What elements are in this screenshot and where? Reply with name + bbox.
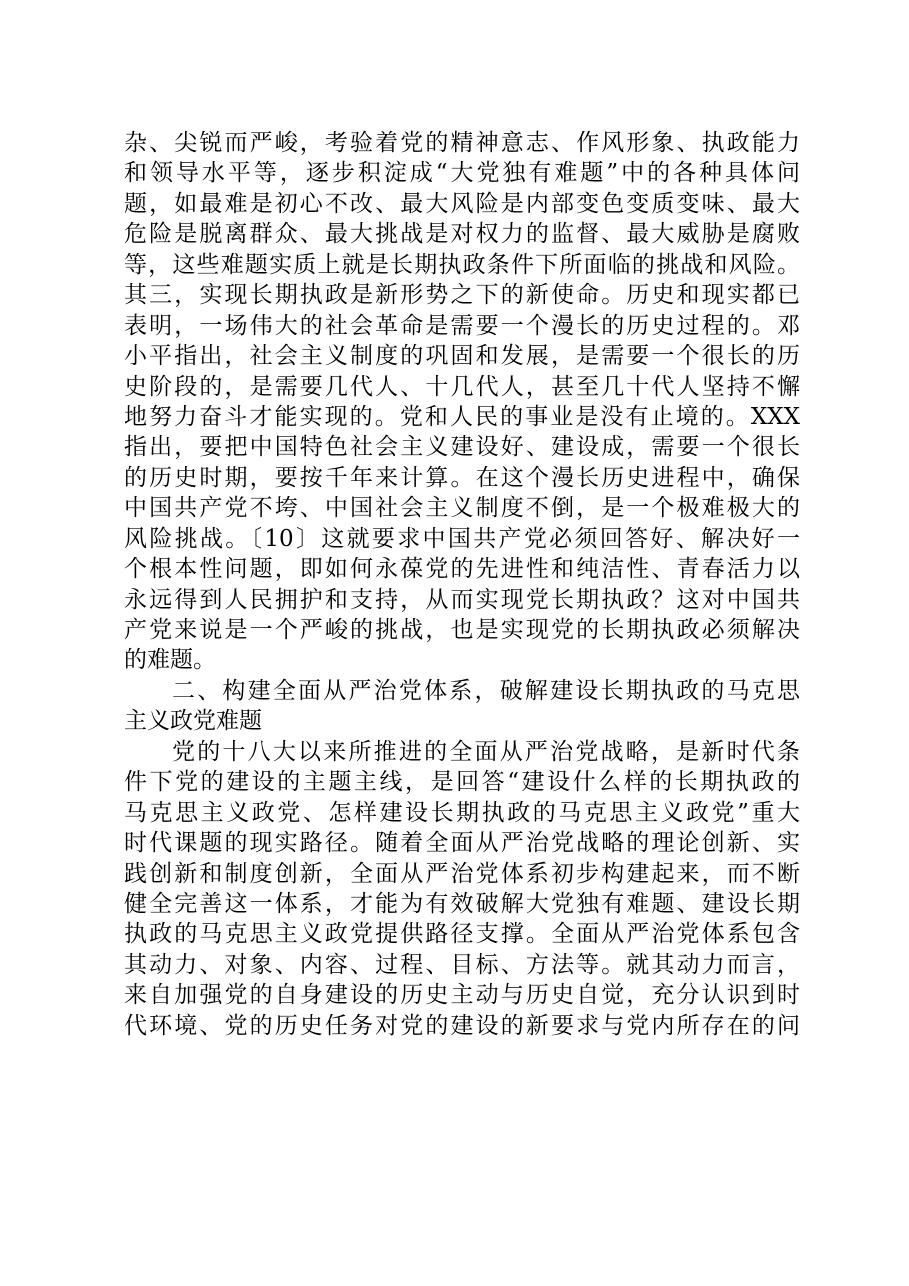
paragraph-first-line: 二、构建全面从严治党体系，破解建设长期执政的马克思 (172, 677, 800, 704)
text-line: 个根本性问题，即如何永葆党的先进性和纯洁性、青春活力以 (124, 556, 800, 583)
text-line: 小平指出，社会主义制度的巩固和发展，是需要一个很长的历 (124, 343, 800, 370)
text-line: 杂、尖锐而严峻，考验着党的精神意志、作风形象、执政能力 (124, 130, 800, 156)
text-line: 代环境、党的历史任务对党的建设的新要求与党内所存在的问 (124, 1012, 800, 1039)
text-line: 表明，一场伟大的社会革命是需要一个漫长的历史过程的。邓 (124, 312, 800, 339)
text-line: 和领导水平等，逐步积淀成“大党独有难题”中的各种具体问 (124, 160, 800, 187)
text-line: 等，这些难题实质上就是长期执政条件下所面临的挑战和风险。 (124, 251, 800, 278)
text-line: 件下党的建设的主题主线，是回答“建设什么样的长期执政的 (124, 769, 800, 796)
text-line: 来自加强党的自身建设的历史主动与历史自觉，充分认识到时 (124, 982, 800, 1009)
text-line: 的历史时期，要按千年来计算。在这个漫长历史进程中，确保 (124, 464, 800, 491)
text-line: 践创新和制度创新，全面从严治党体系初步构建起来，而不断 (124, 860, 800, 887)
text-line: 的难题。 (124, 647, 216, 674)
text-line: 危险是脱离群众、最大挑战是对权力的监督、最大威胁是腐败 (124, 221, 800, 248)
text-line: 其动力、对象、内容、过程、目标、方法等。就其动力而言， (124, 951, 800, 978)
text-line: 地努力奋斗才能实现的。党和人民的事业是没有止境的。XXX (124, 403, 800, 430)
text-line: 产党来说是一个严峻的挑战，也是实现党的长期执政必须解决 (124, 617, 800, 643)
paragraph-first-line: 党的十八大以来所推进的全面从严治党战略，是新时代条 (172, 738, 800, 765)
text-line: 题，如最难是初心不改、最大风险是内部变色变质变味、最大 (124, 190, 800, 217)
text-line: 时代课题的现实路径。随着全面从严治党战略的理论创新、实 (124, 830, 800, 857)
text-line: 主义政党难题 (124, 708, 262, 735)
text-line: 风险挑战。〔10〕这就要求中国共产党必须回答好、解决好一 (124, 525, 800, 552)
text-line: 永远得到人民拥护和支持，从而实现党长期执政？这对中国共 (124, 586, 800, 613)
document-body (124, 128, 800, 1041)
text-line: 健全完善这一体系，才能为有效破解大党独有难题、建设长期 (124, 890, 800, 917)
text-line: 其三，实现长期执政是新形势之下的新使命。历史和现实都已 (124, 282, 800, 309)
text-line: 史阶段的，是需要几代人、十几代人，甚至几十代人坚持不懈 (124, 373, 800, 400)
text-line: 马克思主义政党、怎样建设长期执政的马克思主义政党”重大 (124, 799, 800, 826)
text-line: 中国共产党不垮、中国社会主义制度不倒，是一个极难极大的 (124, 495, 800, 522)
text-line: 指出，要把中国特色社会主义建设好、建设成，需要一个很长 (124, 434, 800, 461)
text-line: 执政的马克思主义政党提供路径支撑。全面从严治党体系包含 (124, 921, 800, 948)
